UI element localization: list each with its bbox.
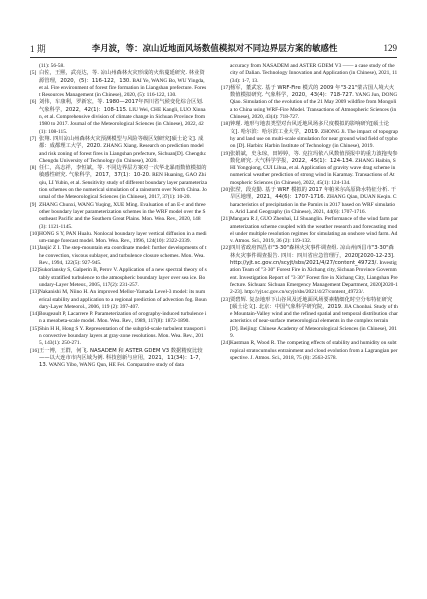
- reference-number: [11]: [30, 245, 39, 252]
- right-column: [221, 63, 398, 573]
- reference-number: [8]: [30, 165, 37, 172]
- reference-number: [18]: [221, 121, 230, 128]
- reference-entry: [30, 136, 207, 165]
- reference-text-chinese: 张滢，段克勤. 基于 WRF 模拟的 2017 年帕米尔高原降水特征分析. 干旱区地理，2021，44(6)：1707-1716.: [230, 187, 397, 201]
- reference-entry: [221, 297, 398, 341]
- running-title: 李月波，等：凉山近地面风场数值模拟对不同边界层方案的敏感性: [91, 43, 338, 53]
- reference-text-english: ZHANG Qian, DUAN Keqin. Characteristics of precipitation in the Pamirs in 2017 based on WRF simulation. Arid Land Geography (in Chinese), 2021, 44(6): 1707-1716.: [230, 194, 397, 215]
- reference-entry: [221, 121, 398, 150]
- reference-text-chinese: 张娟斌，史永琼，田婷婷，等. 克拉玛依八风数值预报中的重力波拖曳参数化研究. 大气科学学报，2022，45(1)：124-134.: [230, 150, 398, 164]
- reference-text-english: Mangara R J, GUO Zhenhai, LI Shuanglin. Performance of the wind farm parameterization scheme coupled with the weather research and forecasting model under multiple resolution regimes for simulating an onshore wind farm. Adv. Atmos. Sci., 2019, 36 (2): 119-132.: [230, 216, 398, 245]
- page-number: 129: [383, 43, 397, 53]
- reference-text-english: Investigation Team of "3·30" Forest Fire in Xichang city, Sichuan Province Government. Investigation Report of "3·30" Forest fire in Xichang City, Liangshan Prefecture. Sichuan: Sichuan Emergency Management Department, 2020[2020-12-23]. http://yjt.sc.gov.cn/scyjt/sbs/2021/4/27/content_49723/.: [230, 260, 398, 296]
- reference-text-english: Sukoriansky S, Galperin B, Perov V. Application of a new spectral theory of stably stratified turbulence to the atmospheric boundary layer over sea ice. Boundary-Layer Meteor., 2005, 117(2): 231-257.: [39, 267, 207, 288]
- reference-number: [6]: [30, 99, 37, 106]
- reference-number: [9]: [30, 201, 37, 208]
- reference-entry: [30, 245, 207, 267]
- reference-text-english: WANG Yibo, WANG Qun, HE Fei. Comparative study of data: [48, 362, 184, 369]
- reference-entry: [221, 216, 398, 245]
- reference-text-english: ZHANG Haibin, SHI Yongqiong, CUI Lihua, et al. Application of gravity wave drag scheme in numerical weather prediction of strong wind in Karamay. Transactions of Atmospheric Sciences (in Chinese), 2022, 45(1): 124-134.: [230, 157, 396, 186]
- reference-list: [30, 63, 398, 573]
- reference-entry: [30, 311, 207, 326]
- reference-number: [10]: [30, 230, 39, 237]
- reference-entry: [221, 187, 398, 216]
- left-column: [30, 63, 207, 573]
- reference-entry: [30, 231, 207, 246]
- reference-text-english: YANG Jun, DONG Qiao. Simulation of the evolution of the 21 May 2009 wildfire from Mongolia to China using WRF-Fire Model. Transactions of Atmospheric Sciences (in Chinese), 2020, 43(4): 718-727.: [230, 92, 398, 121]
- issue-label: 1 期: [30, 43, 46, 54]
- reference-number: [13]: [30, 289, 39, 296]
- reference-text-english: Nakanishi M, Niino H. An improved Mellor-Yamada Level-3 model: its numerical stability and application to a regional prediction of advection fog. Boundary-Layer Meteorol., 2006, 119 (2): 397-407.: [39, 289, 207, 310]
- reference-text-english: REN Huaning, GAO Zhiqiu, LI Yubin, et al. Sensitivity study of different boundary layer parameterization schemes on the numerical simulation of a rainstorm over North China. Journal of the Meteorological Sciences (in Chinese), 2017, 37(1): 10-20.: [39, 172, 207, 201]
- reference-text-english: HONG S Y, PAN Hualu. Nonlocal boundary layer vertical diffusion in a medium-range forecast model. Mon. Wea. Rev., 1996, 124(10): 2322-2339.: [39, 230, 207, 245]
- reference-text-english: (11): 56-58.: [39, 63, 65, 69]
- reference-text-chinese: 杨军，董武宏. 基于 WRF-Fire 模式的 2009 年"3·21"蒙古国人境大火数值模拟研究. 气象科学，2020，43(4)：718-727.: [230, 84, 395, 99]
- reference-text-english: Janjić Z I. The step-mountain eta coordinate model: further developments of the convection, viscous sublayer, and turbulence closure schemes. Mon. Wea. Rev., 1994, 122(5): 927-945.: [39, 245, 207, 267]
- reference-text-chinese: 王一博，王群，何飞. NASADEM 和 ASTER GDEM V3 数据精度比较——以大连市市内区域为例. 科技创新与应用，2021，11(34)：1-7，13.: [39, 347, 204, 369]
- reference-text-chinese: 贾碧辉. 复杂地形下山谷风及近地面风场要素精细化时空分布特征研究[硕士论文]. 北京：中国气象科学研究院，2019.: [230, 296, 393, 310]
- reference-number: [21]: [221, 216, 230, 223]
- reference-text-chinese: 钟瑾. 地形与地表类型对台风近地风场多尺度模拟的影响研究[硕士论文]. 哈尔滨：哈尔滨工业大学，2019.: [230, 121, 390, 135]
- header-rule: [30, 57, 397, 58]
- reference-entry: [30, 289, 207, 311]
- reference-entry: [30, 165, 207, 201]
- reference-text-english: accuracy from NASADEM and ASTER GDEM V3 —— a case study of the city of Dalian. Technology Innovation and Application (in Chinese), 2021, 11(34): 1-7, 13.: [230, 63, 398, 84]
- reference-text-english: ZHANG Xiang. Research on prediction model and risk zoning of forest fires in Liangshan prefecture, Sichuan[D]. Chengdu: Chengdu University of Technology (in Chinese), 2020.: [39, 143, 207, 164]
- reference-text-english: BAI Ye, WANG Bo, WU Yingda, et al. Fire environment of forest fire formation in Liangshan prefecture. Forest Resources Management (in Chinese), 2020, (5): 116-122, 130.: [39, 77, 207, 99]
- reference-number: [17]: [221, 84, 230, 91]
- reference-number: [19]: [221, 150, 230, 157]
- reference-number: [5]: [30, 70, 37, 77]
- reference-text-chinese: 张翔. 四川凉山州森林火灾预测模型与风险等级区划研究[硕士论文]. 成都：成都理工大学，2020.: [39, 135, 204, 150]
- reference-text-chinese: 任仁，高志祥，李恒斌，等. 不同边界层方案对一次华北暴雨数值模拟的敏感性研究. 气象科学，2017，37(1)：10-20.: [39, 165, 207, 179]
- reference-number: [24]: [221, 340, 230, 347]
- reference-text-english: ZHANG Chunxi, WANG Yuqing, XUE Ming. Evaluation of an E-ε and three other boundary layer parameterization schemes in the WRF model over the Southeast Pacific and the Southern Great Plains. Mon. Wea. Rev., 2020, 148(3): 1121-1145.: [39, 201, 206, 230]
- page-header: [30, 41, 397, 55]
- reference-text-english: LIU Wei, CHE Kangli, LUO Xinnan, et al. Comprehensive division of climate change in Sichuan Province from 1980 to 2017. Journal of the Meteorological Sciences (in Chinese), 2022, 42 (1): 108-115.: [39, 106, 206, 135]
- reference-number: [22]: [221, 245, 230, 252]
- reference-text-chinese: 白佐，王熙，武亮达，等. 凉山州森林火灾形成的火焰蔓延研究. 林业资源管理，2020，(5)：116-122，130.: [39, 70, 205, 84]
- reference-text-english: Kastman R, Wood R. The competing effects of stability and humidity on subtropical stratocumulus entrainment and cloud evolution from a Lagrangian perspective. J. Atmos. Sci., 2018, 75 (8): 2563-2578.: [230, 340, 398, 361]
- reference-entry: [30, 99, 207, 135]
- reference-number: [7]: [30, 135, 37, 142]
- reference-entry: [221, 151, 398, 187]
- reference-entry: [30, 267, 207, 289]
- reference-entry: [30, 348, 207, 370]
- reference-entry: [30, 326, 207, 348]
- reference-text-english: JIA Chonbai. Study of the Mountain-Valley wind and the refined spatial and temporal distribution characteristics of near-surface meteorological elements in the complex terrain [D]. Beijing: Chinese Academy of Meteorological Sciences (in Chinese), 2019.: [230, 303, 398, 339]
- reference-number: [14]: [30, 311, 39, 318]
- reference-number: [16]: [30, 347, 39, 354]
- reference-text-english: Bougeault P, Lacarrere P. Parameterization of orography-induced turbulence in a mesobeta-scale model. Mon. Wea. Rev., 1989, 117(8): 1872-1890.: [39, 311, 207, 325]
- reference-number: [23]: [221, 296, 230, 303]
- reference-entry: [221, 63, 398, 85]
- reference-text-chinese: 四川省政府四昌市"3·30"森林火灾事件调查组. 凉山州西昌市"3·30"森林火灾事件调查报告. 四川：四川省应急管理厅，2020[2020-12-23]. http://yjt.sc.gov.cn/scyjt/sbs/2021/4/27/content_49723/.: [230, 245, 395, 267]
- reference-number: [12]: [30, 267, 39, 274]
- reference-number: [20]: [221, 187, 230, 194]
- reference-number: [15]: [30, 325, 39, 332]
- reference-entry: [30, 202, 207, 231]
- reference-text-english: Shin H H, Hong S Y. Representation of the subgrid-scale turbulent transport in convective boundary layers at gray-zone resolutions. Mon. Wea. Rev., 2015, 143(1): 250-271.: [39, 325, 206, 347]
- reference-text-english: ZHONG Ji. The impact of topography and land use on multi-scale simulation for near ground wind field of typhoon [D]. Harbin: Harbin Institute of Technology (in Chinese), 2019.: [230, 128, 398, 150]
- reference-entry: [221, 85, 398, 121]
- reference-entry: [30, 70, 207, 99]
- reference-entry: [221, 245, 398, 296]
- reference-text-chinese: 刘伟，车康利，罗新宏，等. 1980—2017年四川省气候变化综合区划. 气象科学，2022，42(1)：108-115.: [39, 99, 204, 113]
- reference-entry: [221, 340, 398, 362]
